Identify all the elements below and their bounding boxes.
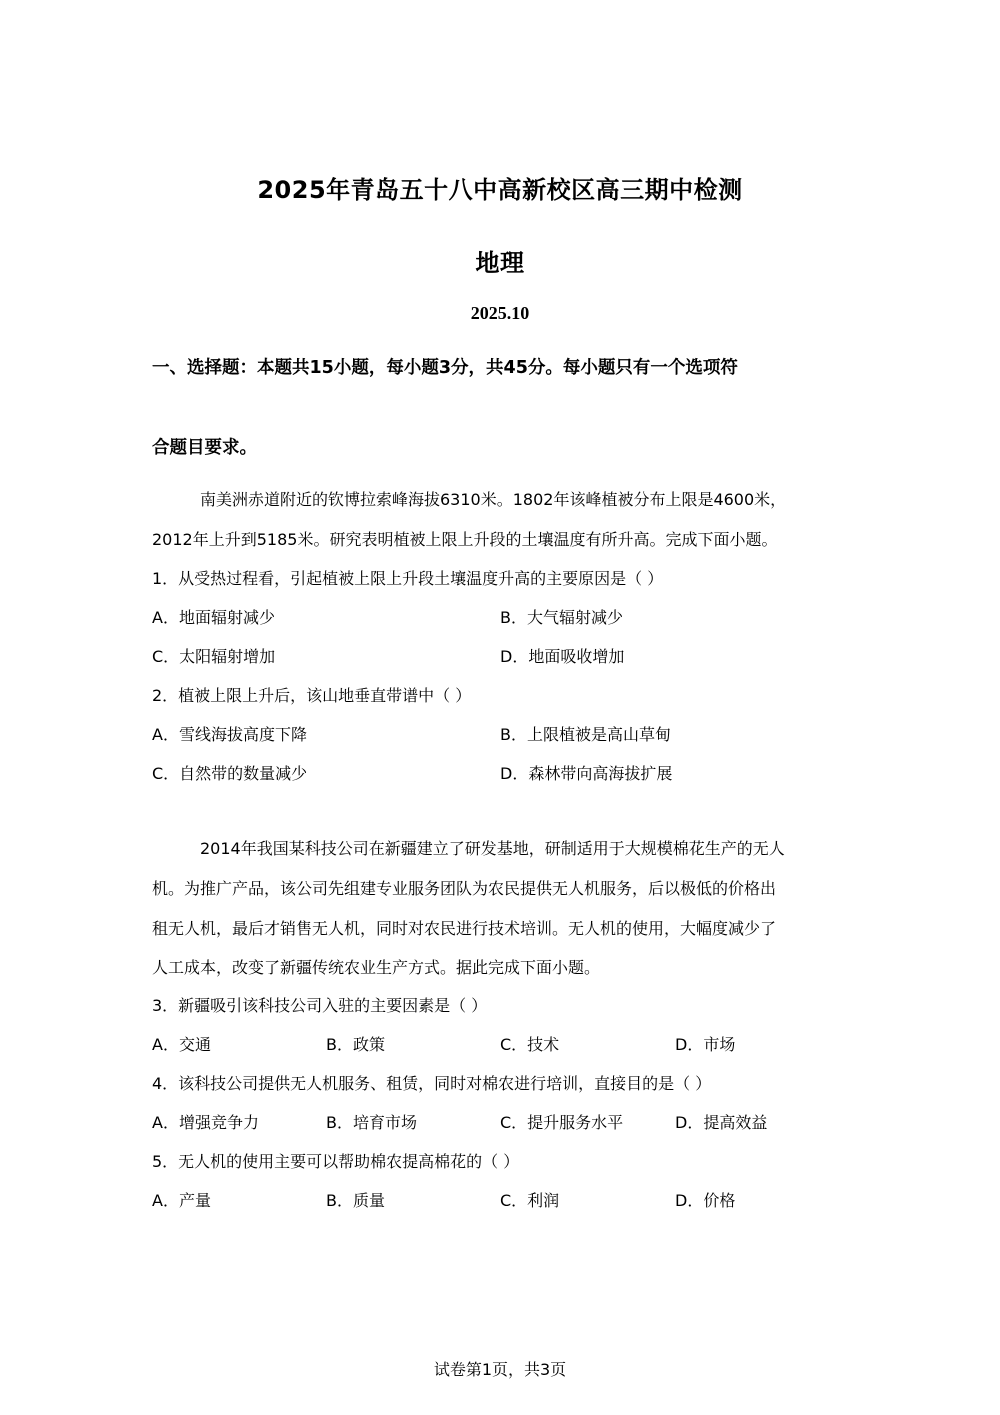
exam-date: 2025.10 <box>470 303 530 323</box>
passage2-line4: 人工成本，改变了新疆传统农业生产方式。据此完成下面小题。 <box>152 958 601 977</box>
question-1-option-c: C．太阳辐射增加 <box>152 647 276 666</box>
question-1-stem: 1．从受热过程看，引起植被上限上升段土壤温度升高的主要原因是（ ） <box>152 569 664 588</box>
question-2-option-b: B．上限植被是高山草甸 <box>500 725 671 744</box>
question-2-option-d: D．森林带向高海拔扩展 <box>500 764 673 783</box>
section-heading-line2: 合题目要求。 <box>152 438 257 458</box>
question-5-stem: 5．无人机的使用主要可以帮助棉农提高棉花的（ ） <box>152 1152 520 1171</box>
question-2-option-c: C．自然带的数量减少 <box>152 764 308 783</box>
question-2-option-a: A．雪线海拔高度下降 <box>152 725 307 744</box>
passage2-line2: 机。为推广产品，该公司先组建专业服务团队为农民提供无人机服务，后以极低的价格出 <box>152 879 777 898</box>
subject-title: 地理 <box>475 249 525 277</box>
question-3-option-d: D．市场 <box>675 1035 736 1054</box>
question-3-stem: 3．新疆吸引该科技公司入驻的主要因素是（ ） <box>152 996 488 1015</box>
question-5-option-d: D．价格 <box>675 1191 736 1210</box>
question-4-stem: 4．该科技公司提供无人机服务、租赁，同时对棉农进行培训，直接目的是（ ） <box>152 1074 712 1093</box>
question-3-option-b: B．政策 <box>326 1035 385 1054</box>
question-3-option-c: C．技术 <box>500 1035 560 1054</box>
passage1-line1: 南美洲赤道附近的钦博拉索峰海拔6310米。1802年该峰植被分布上限是4600米， <box>200 490 787 509</box>
passage2-line1: 2014年我国某科技公司在新疆建立了研发基地，研制适用于大规模棉花生产的无人 <box>200 839 785 858</box>
page-footer: 试卷第1页，共3页 <box>433 1360 567 1379</box>
question-1-option-b: B．大气辐射减少 <box>500 608 623 627</box>
question-4-option-c: C．提升服务水平 <box>500 1113 624 1132</box>
question-5-option-a: A．产量 <box>152 1191 211 1210</box>
question-1-option-d: D．地面吸收增加 <box>500 647 625 666</box>
question-5-option-b: B．质量 <box>326 1191 385 1210</box>
question-4-option-a: A．增强竞争力 <box>152 1113 259 1132</box>
question-4-option-b: B．培育市场 <box>326 1113 417 1132</box>
exam-title: 2025年青岛五十八中高新校区高三期中检测 <box>257 176 743 204</box>
question-3-option-a: A．交通 <box>152 1035 211 1054</box>
passage1-line2: 2012年上升到5185米。研究表明植被上限上升段的土壤温度有所升高。完成下面小题。 <box>152 530 778 549</box>
question-5-option-c: C．利润 <box>500 1191 560 1210</box>
question-4-option-d: D．提高效益 <box>675 1113 768 1132</box>
question-1-option-a: A．地面辐射减少 <box>152 608 275 627</box>
section-heading-line1: 一、选择题：本题共15小题，每小题3分，共45分。每小题只有一个选项符 <box>152 358 738 378</box>
question-2-stem: 2．植被上限上升后，该山地垂直带谱中（ ） <box>152 686 472 705</box>
passage2-line3: 租无人机，最后才销售无人机，同时对农民进行技术培训。无人机的使用，大幅度减少了 <box>152 919 777 938</box>
